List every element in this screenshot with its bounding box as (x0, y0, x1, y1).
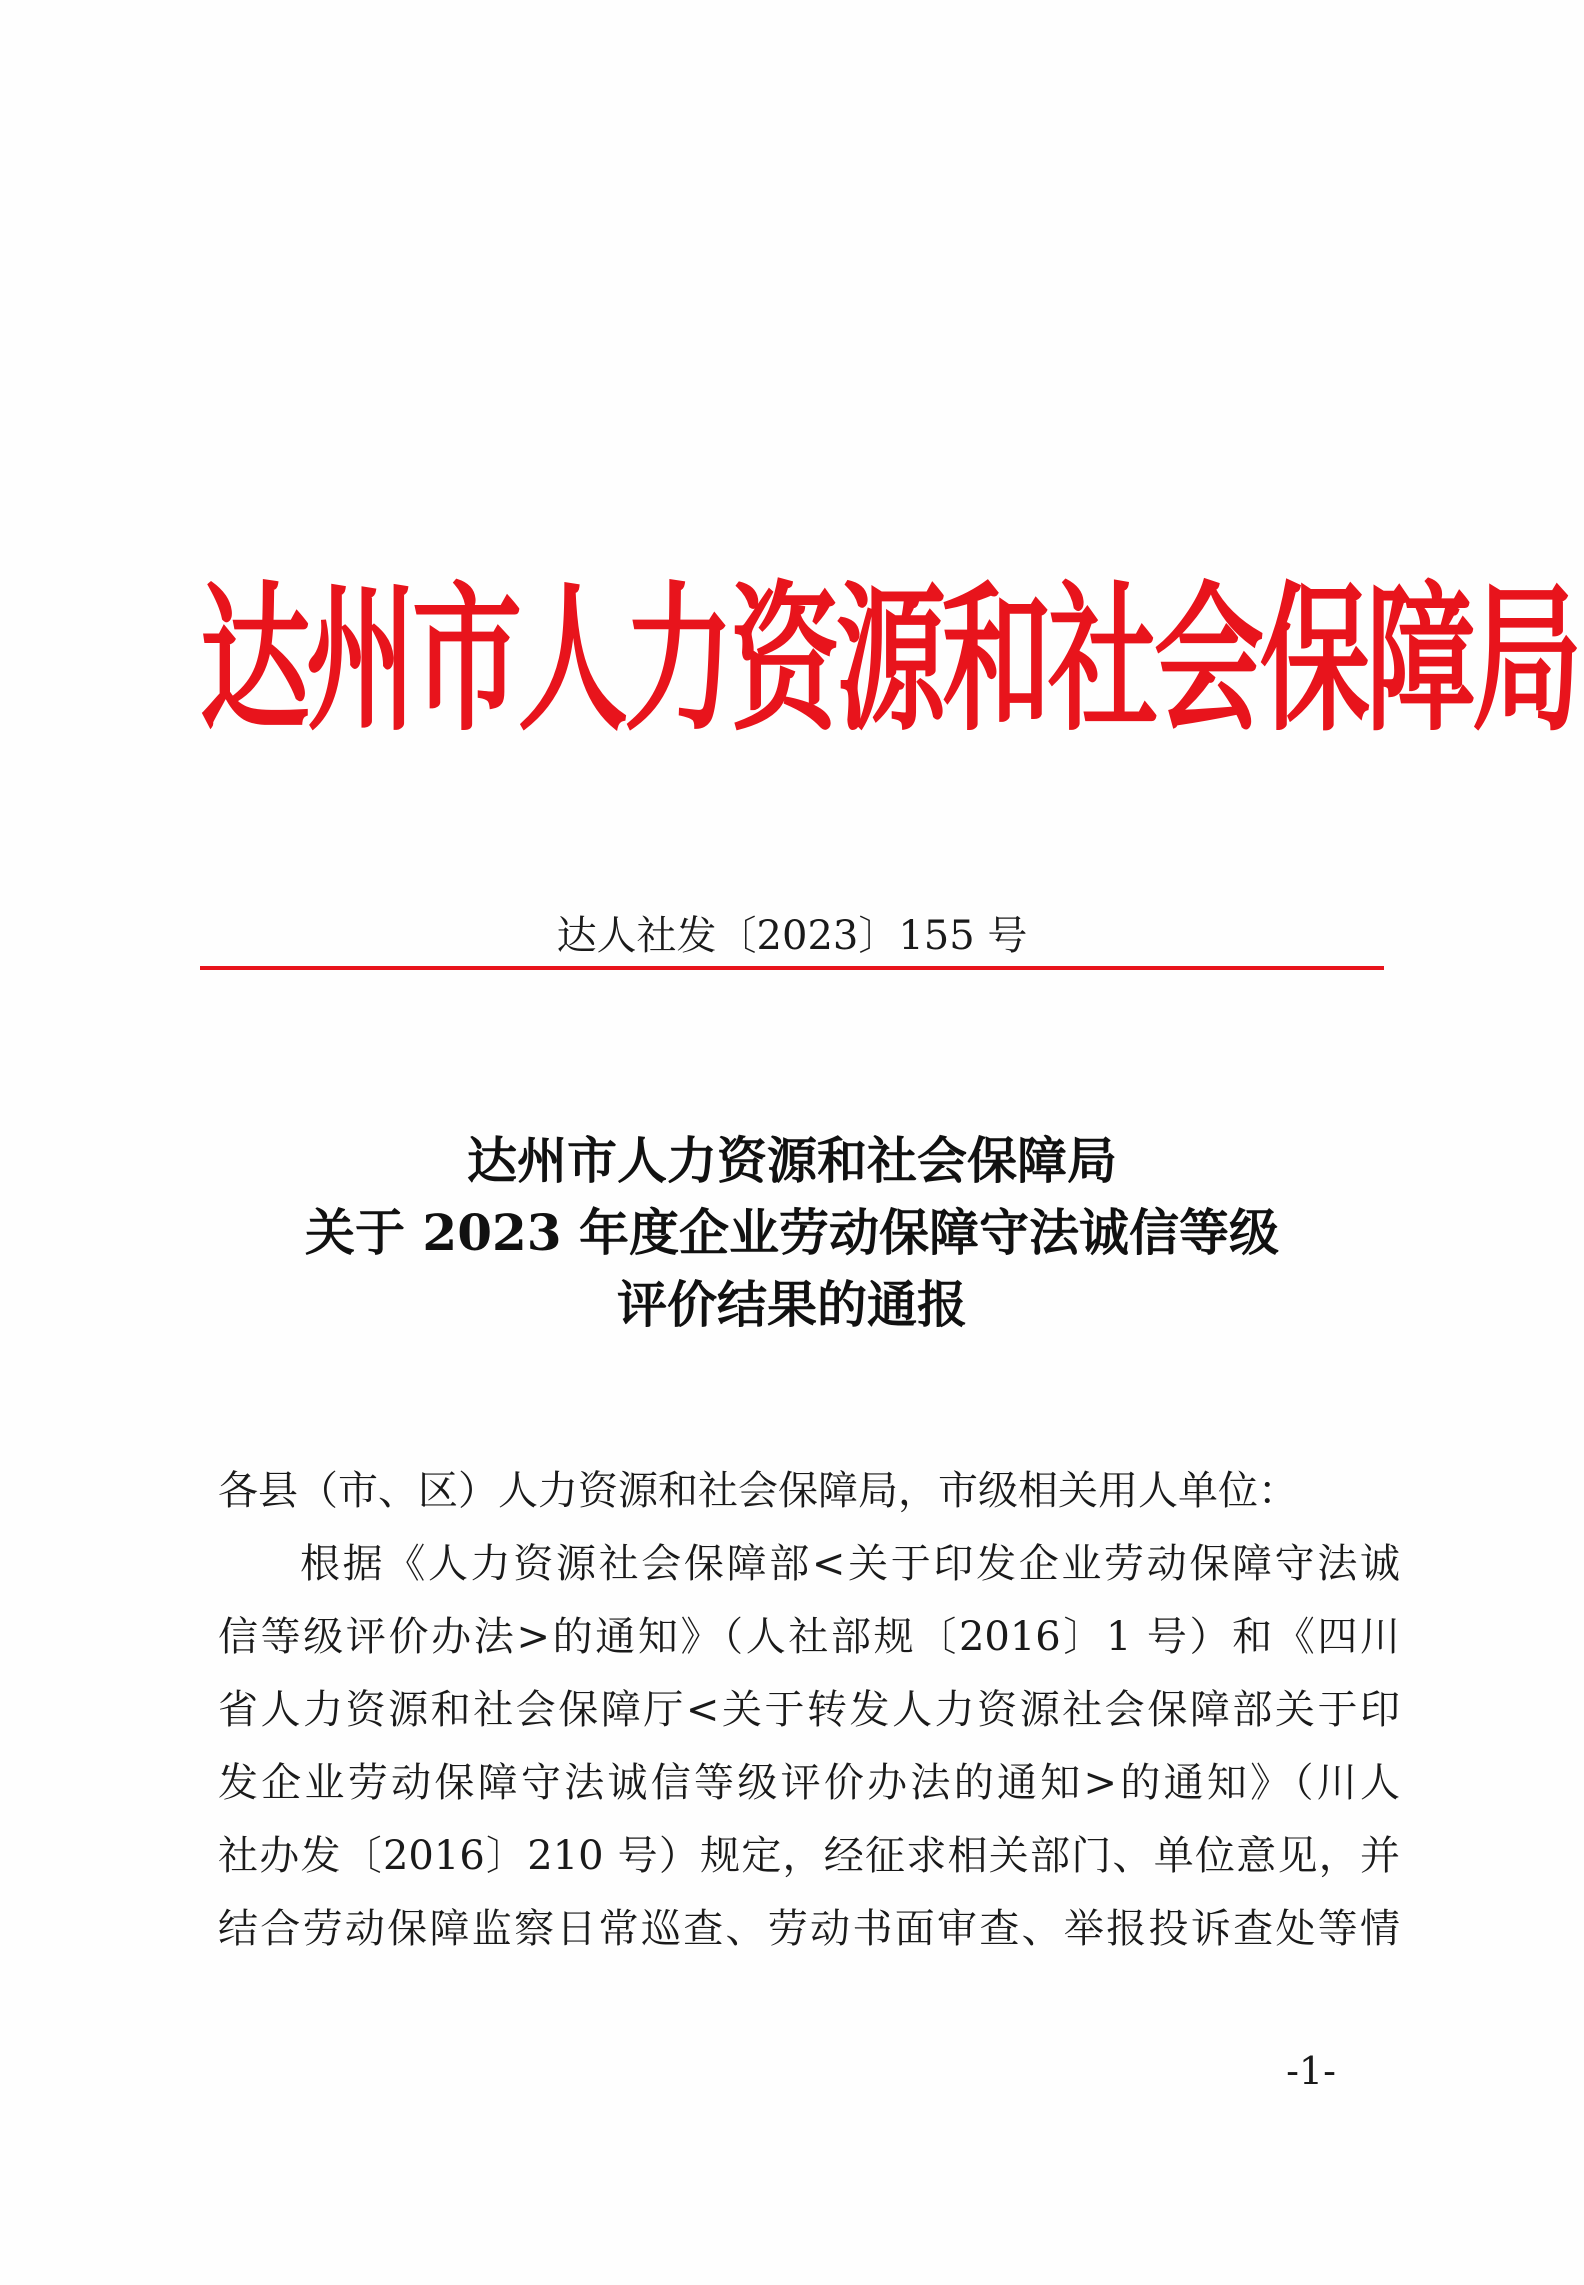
body-line: 根据《人力资源社会保障部<关于印发企业劳动保障守法诚 (300, 1541, 1400, 1587)
issuer-heading: 达州市人力资源和社会保障局 (200, 565, 1578, 753)
salutation: 各县（市、区）人力资源和社会保障局，市级相关用人单位： (218, 1468, 1298, 1514)
body-line: 结合劳动保障监察日常巡查、劳动书面审查、举报投诉查处等情 (218, 1906, 1400, 1952)
title-line-1: 达州市人力资源和社会保障局 (467, 1131, 1117, 1190)
title-line-3: 评价结果的通报 (617, 1275, 967, 1334)
document-number: 达人社发〔2023〕155 号 (556, 913, 1028, 959)
document-body (218, 1455, 1400, 1966)
red-divider (200, 966, 1384, 970)
page-number: -1- (1286, 2049, 1336, 2093)
title-line-2: 关于 2023 年度企业劳动保障守法诚信等级 (305, 1203, 1279, 1262)
body-line: 省人力资源和社会保障厅<关于转发人力资源社会保障部关于印 (218, 1687, 1400, 1733)
body-line: 信等级评价办法>的通知》（人社部规〔2016〕1 号）和《四川 (218, 1614, 1400, 1660)
body-line: 社办发〔2016〕210 号）规定，经征求相关部门、单位意见，并 (218, 1833, 1400, 1879)
document-title (200, 1125, 1384, 1341)
body-line: 发企业劳动保障守法诚信等级评价办法的通知>的通知》（川人 (218, 1760, 1400, 1806)
